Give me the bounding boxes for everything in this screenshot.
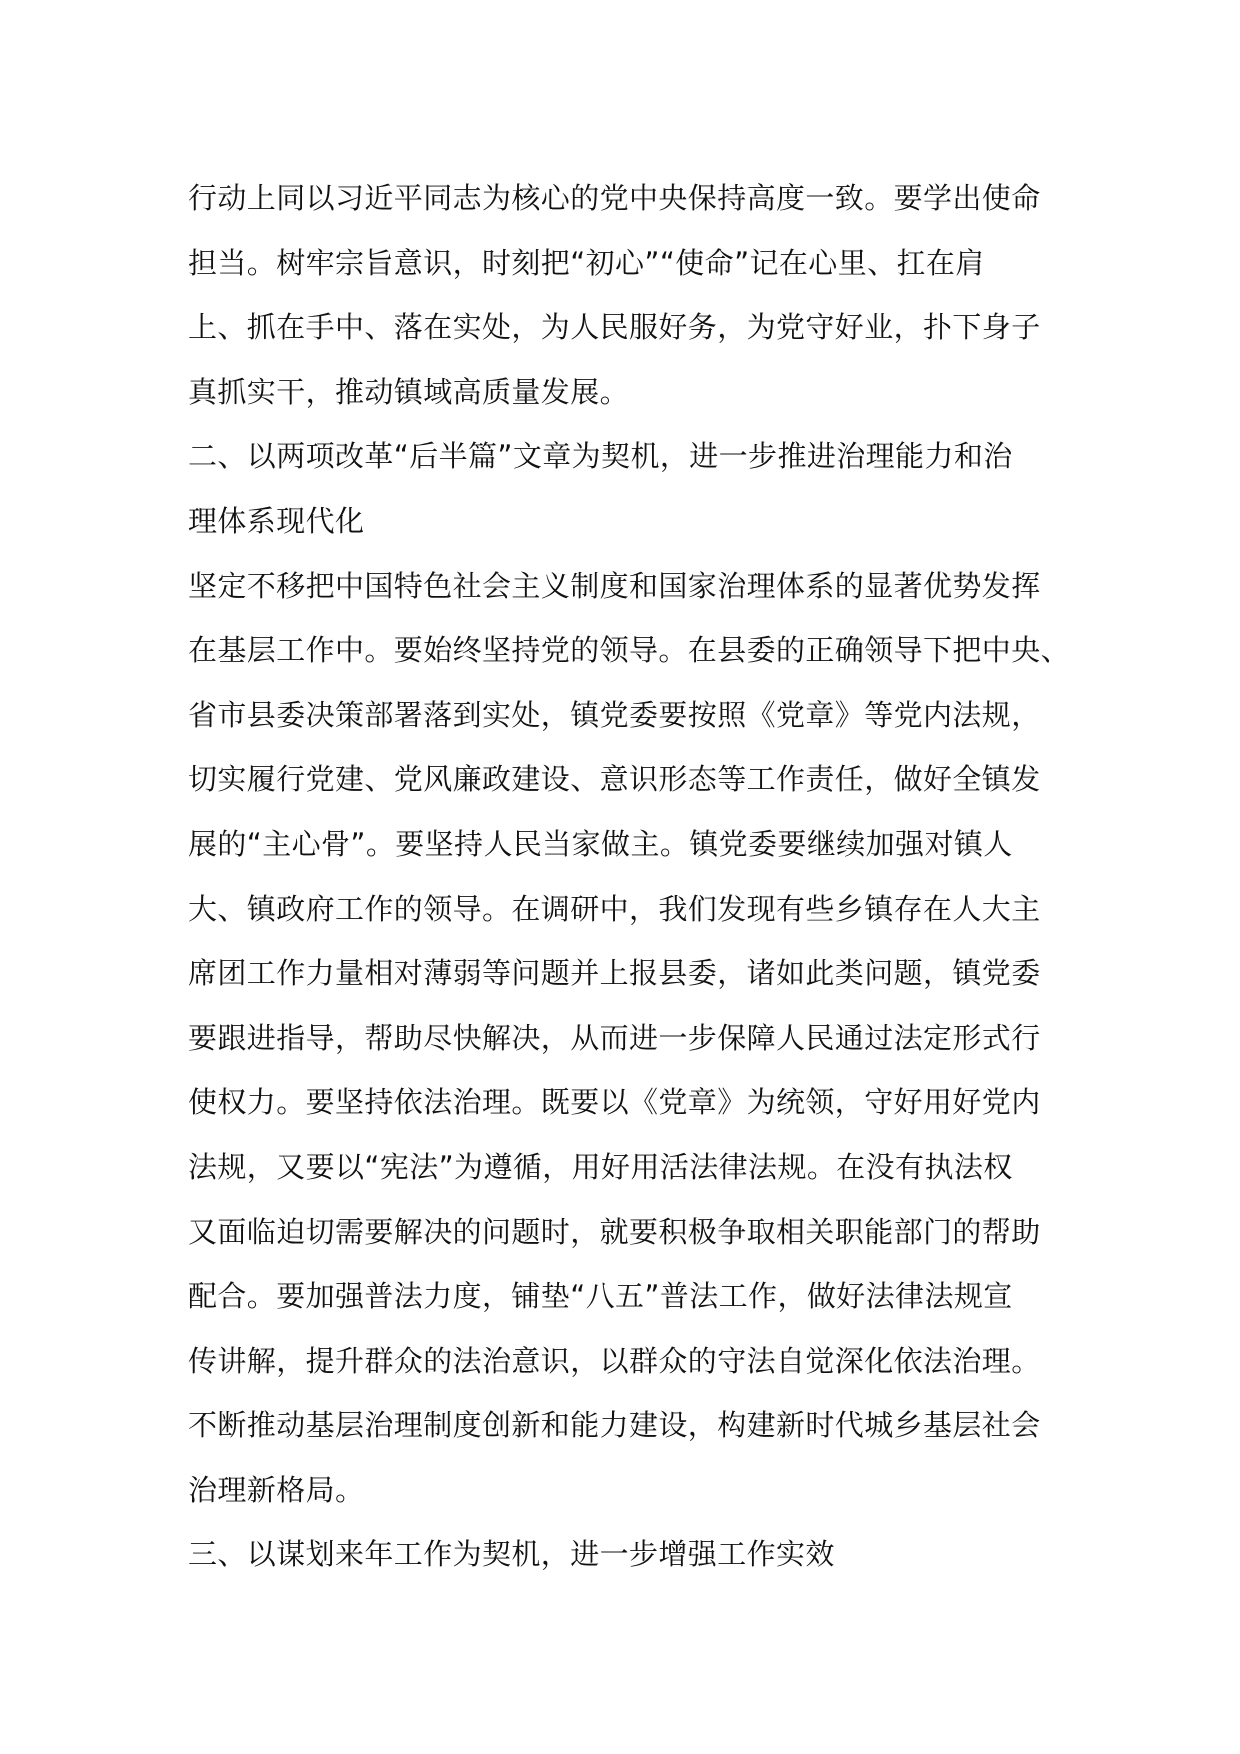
text-line-16: 法规，又要以“宪法”为遵循，用好用活法律法规。在没有执法权: [188, 1149, 1013, 1184]
section-heading-2-line-1: 二、以两项改革“后半篇”文章为契机，进一步推进治理能力和治: [188, 439, 1013, 474]
text-line-15: 使权力。要坚持依法治理。既要以《党章》为统领，守好用好党内: [188, 1085, 1041, 1120]
text-line-11: 展的“主心骨”。要坚持人民当家做主。镇党委要继续加强对镇人: [188, 826, 1013, 861]
text-line-10: 切实履行党建、党风廉政建设、意识形态等工作责任，做好全镇发: [188, 762, 1041, 797]
text-line-17: 又面临迫切需要解决的问题时，就要积极争取相关职能部门的帮助: [188, 1214, 1041, 1249]
text-line-12: 大、镇政府工作的领导。在调研中，我们发现有些乡镇存在人大主: [188, 891, 1041, 926]
text-line-4: 真抓实干，推动镇域高质量发展。: [188, 374, 630, 409]
text-line-8: 在基层工作中。要始终坚持党的领导。在县委的正确领导下把中央、: [188, 633, 1071, 668]
text-line-14: 要跟进指导，帮助尽快解决，从而进一步保障人民通过法定形式行: [188, 1020, 1041, 1055]
text-line-3: 上、抓在手中、落在实处，为人民服好务，为党守好业，扑下身子: [188, 310, 1041, 345]
text-line-9: 省市县委决策部署落到实处，镇党委要按照《党章》等党内法规，: [188, 697, 1041, 732]
text-line-19: 传讲解，提升群众的法治意识，以群众的守法自觉深化依法治理。: [188, 1343, 1041, 1378]
text-line-21: 治理新格局。: [188, 1472, 365, 1507]
text-line-20: 不断推动基层治理制度创新和能力建设，构建新时代城乡基层社会: [188, 1408, 1041, 1443]
text-line-13: 席团工作力量相对薄弱等问题并上报县委，诸如此类问题，镇党委: [188, 956, 1041, 991]
document-body: [188, 166, 1071, 1587]
text-line-7: 坚定不移把中国特色社会主义制度和国家治理体系的显著优势发挥: [188, 568, 1041, 603]
text-line-2: 担当。树牢宗旨意识，时刻把“初心”“使命”记在心里、扛在肩: [188, 245, 985, 280]
text-line-18: 配合。要加强普法力度，铺垫“八五”普法工作，做好法律法规宣: [188, 1279, 1013, 1314]
section-heading-2-line-2: 理体系现代化: [188, 503, 365, 538]
text-line-1: 行动上同以习近平同志为核心的党中央保持高度一致。要学出使命: [188, 181, 1041, 215]
section-heading-3: 三、以谋划来年工作为契机，进一步增强工作实效: [188, 1537, 835, 1572]
